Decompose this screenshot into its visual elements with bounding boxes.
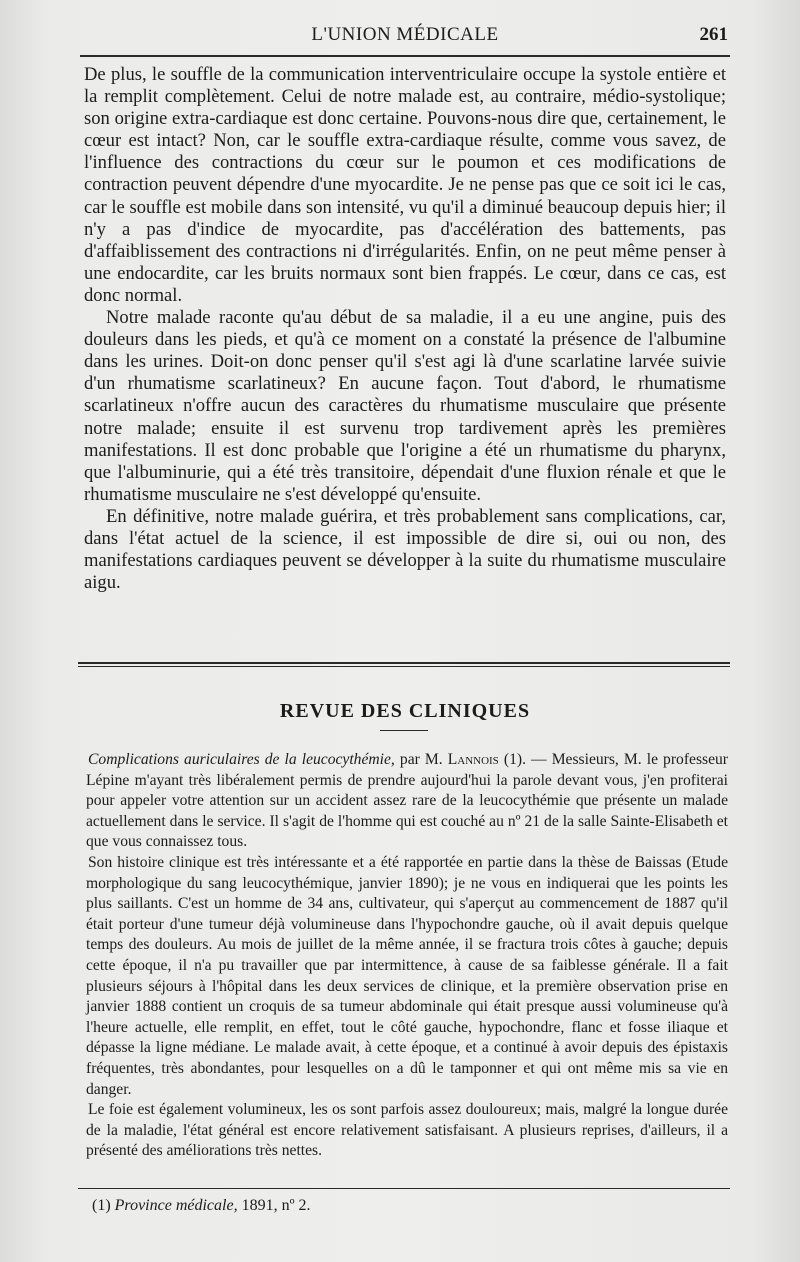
review-lead-paragraph — [86, 750, 728, 853]
review-body — [86, 750, 728, 1162]
body-paragraph: De plus, le souffle de la communication interventriculaire occupe la systole entière et la remplit complètement. Celui de notre malade est, au contraire, médio-systolique; son origine extra-cardiaque est donc certaine. Pouvons-nous dire que, certainement, le cœur est intact? Non, car le souffle extra-cardiaque résulte, comme vous savez, de l'influence des contractions du cœur sur le poumon et ces modifications de contraction peuvent dépendre d'une myocardite. Je ne pense pas que ce soit ici le cas, car le souffle est mobile dans son intensité, vu qu'il a diminué beaucoup depuis hier; il n'y a pas d'indice de myocardite, pas d'accélération des battements, pas d'affaiblissement des contractions ni d'irrégularités. Enfin, on ne peut même penser à une endocardite, car les bruits normaux sont bien frappés. Le cœur, dans ce cas, est donc normal. — [84, 64, 726, 306]
lead-by: par M. — [394, 751, 448, 768]
footnote-marker: (1) — [92, 1197, 115, 1214]
page-number: 261 — [699, 24, 728, 45]
page-header — [80, 22, 730, 52]
footnote-source: Province médicale, — [114, 1197, 238, 1214]
section-divider — [78, 662, 730, 664]
review-paragraph: Son histoire clinique est très intéressante et a été rapportée en partie dans la thèse de Baissas (Etude morphologique du sang leucocythémique, janvier 1890); je ne vous en indiquerai que les points les plus saillants. C'est un homme de 34 ans, cultivateur, qui s'aperçut au commencement de 1887 qu'il était porteur d'une tumeur déjà volumineuse dans l'hypochondre gauche, où il avait depuis quelque temps des douleurs. Au mois de juillet de la même année, il se fractura trois côtes à gauche; depuis cette époque, il n'a pu travailler que par intermittence, à cause de sa faiblesse générale. Il a fait plusieurs séjours à l'hôpital dans les deux services de clinique, et la première observation prise en janvier 1888 contient un croquis de sa tumeur abdominale qui était presque aussi volumineuse qu'à l'heure actuelle, elle remplit, en effet, tout le côté gauche, hypochondre, flanc et fosse iliaque et dépasse la ligne médiane. Le malade avait, à cette époque, et a continué à avoir depuis des épistaxis fréquentes, très abondantes, pour lesquelles on a dû le tamponner et qui ont même mis sa vie en danger. — [86, 853, 728, 1098]
heading-underline — [380, 730, 428, 731]
article-body — [84, 64, 726, 594]
body-paragraph: En définitive, notre malade guérira, et très probablement sans complications, car, dans l'état actuel de la science, il est impossible de dire si, oui ou non, des manifestations cardiaques peuvent se développer à la suite du rhumatisme musculaire aigu. — [84, 505, 726, 594]
review-paragraph: Le foie est également volumineux, les os sont parfois assez douloureux; mais, malgré la longue durée de la maladie, l'état général est encore relativement satisfaisant. A plusieurs reprises, d'ailleurs, il a présenté des améliorations très nettes. — [86, 1101, 728, 1160]
footnote — [92, 1197, 712, 1215]
header-rule — [80, 55, 730, 57]
section-divider — [78, 666, 730, 667]
running-title: L'UNION MÉDICALE — [311, 24, 499, 45]
footnote-rule — [78, 1188, 730, 1189]
footnote-details: 1891, nº 2. — [237, 1197, 311, 1214]
lead-text: (1). — Messieurs, M. le professeur Lépine m'ayant très libéralement permis de prendre aujourd'hui la parole devant vous, j'en profiterai pour appeler votre attention sur un accident assez rare de la leucocythémie que présente un malade actuellement dans le service. Il s'agit de l'homme qui est couché au nº 21 de la salle Sainte-Elisabeth et que vous connaissez tous. — [86, 751, 729, 851]
lead-title: Complications auriculaires de la leucocythémie, — [88, 751, 395, 768]
section-heading: REVUE DES CLINIQUES — [279, 700, 531, 722]
lead-author: Lannois — [447, 751, 499, 768]
body-paragraph: Notre malade raconte qu'au début de sa maladie, il a eu une angine, puis des douleurs dans les pieds, et qu'à ce moment on a constaté la présence de l'albumine dans les urines. Doit-on donc penser qu'il s'est agi là d'une scarlatine larvée suivie d'un rhumatisme scarlatineux? En aucune façon. Tout d'abord, le rhumatisme scarlatineux n'offre aucun des caractères du rhumatisme musculaire que présente notre malade; ensuite il est survenu trop tardivement après les premières manifestations. Il est donc probable que l'origine a été un rhumatisme du pharynx, que l'albuminurie, qui a été très transitoire, dépendait d'une fluxion rénale et que le rhumatisme musculaire ne s'est développé qu'ensuite. — [84, 307, 726, 505]
